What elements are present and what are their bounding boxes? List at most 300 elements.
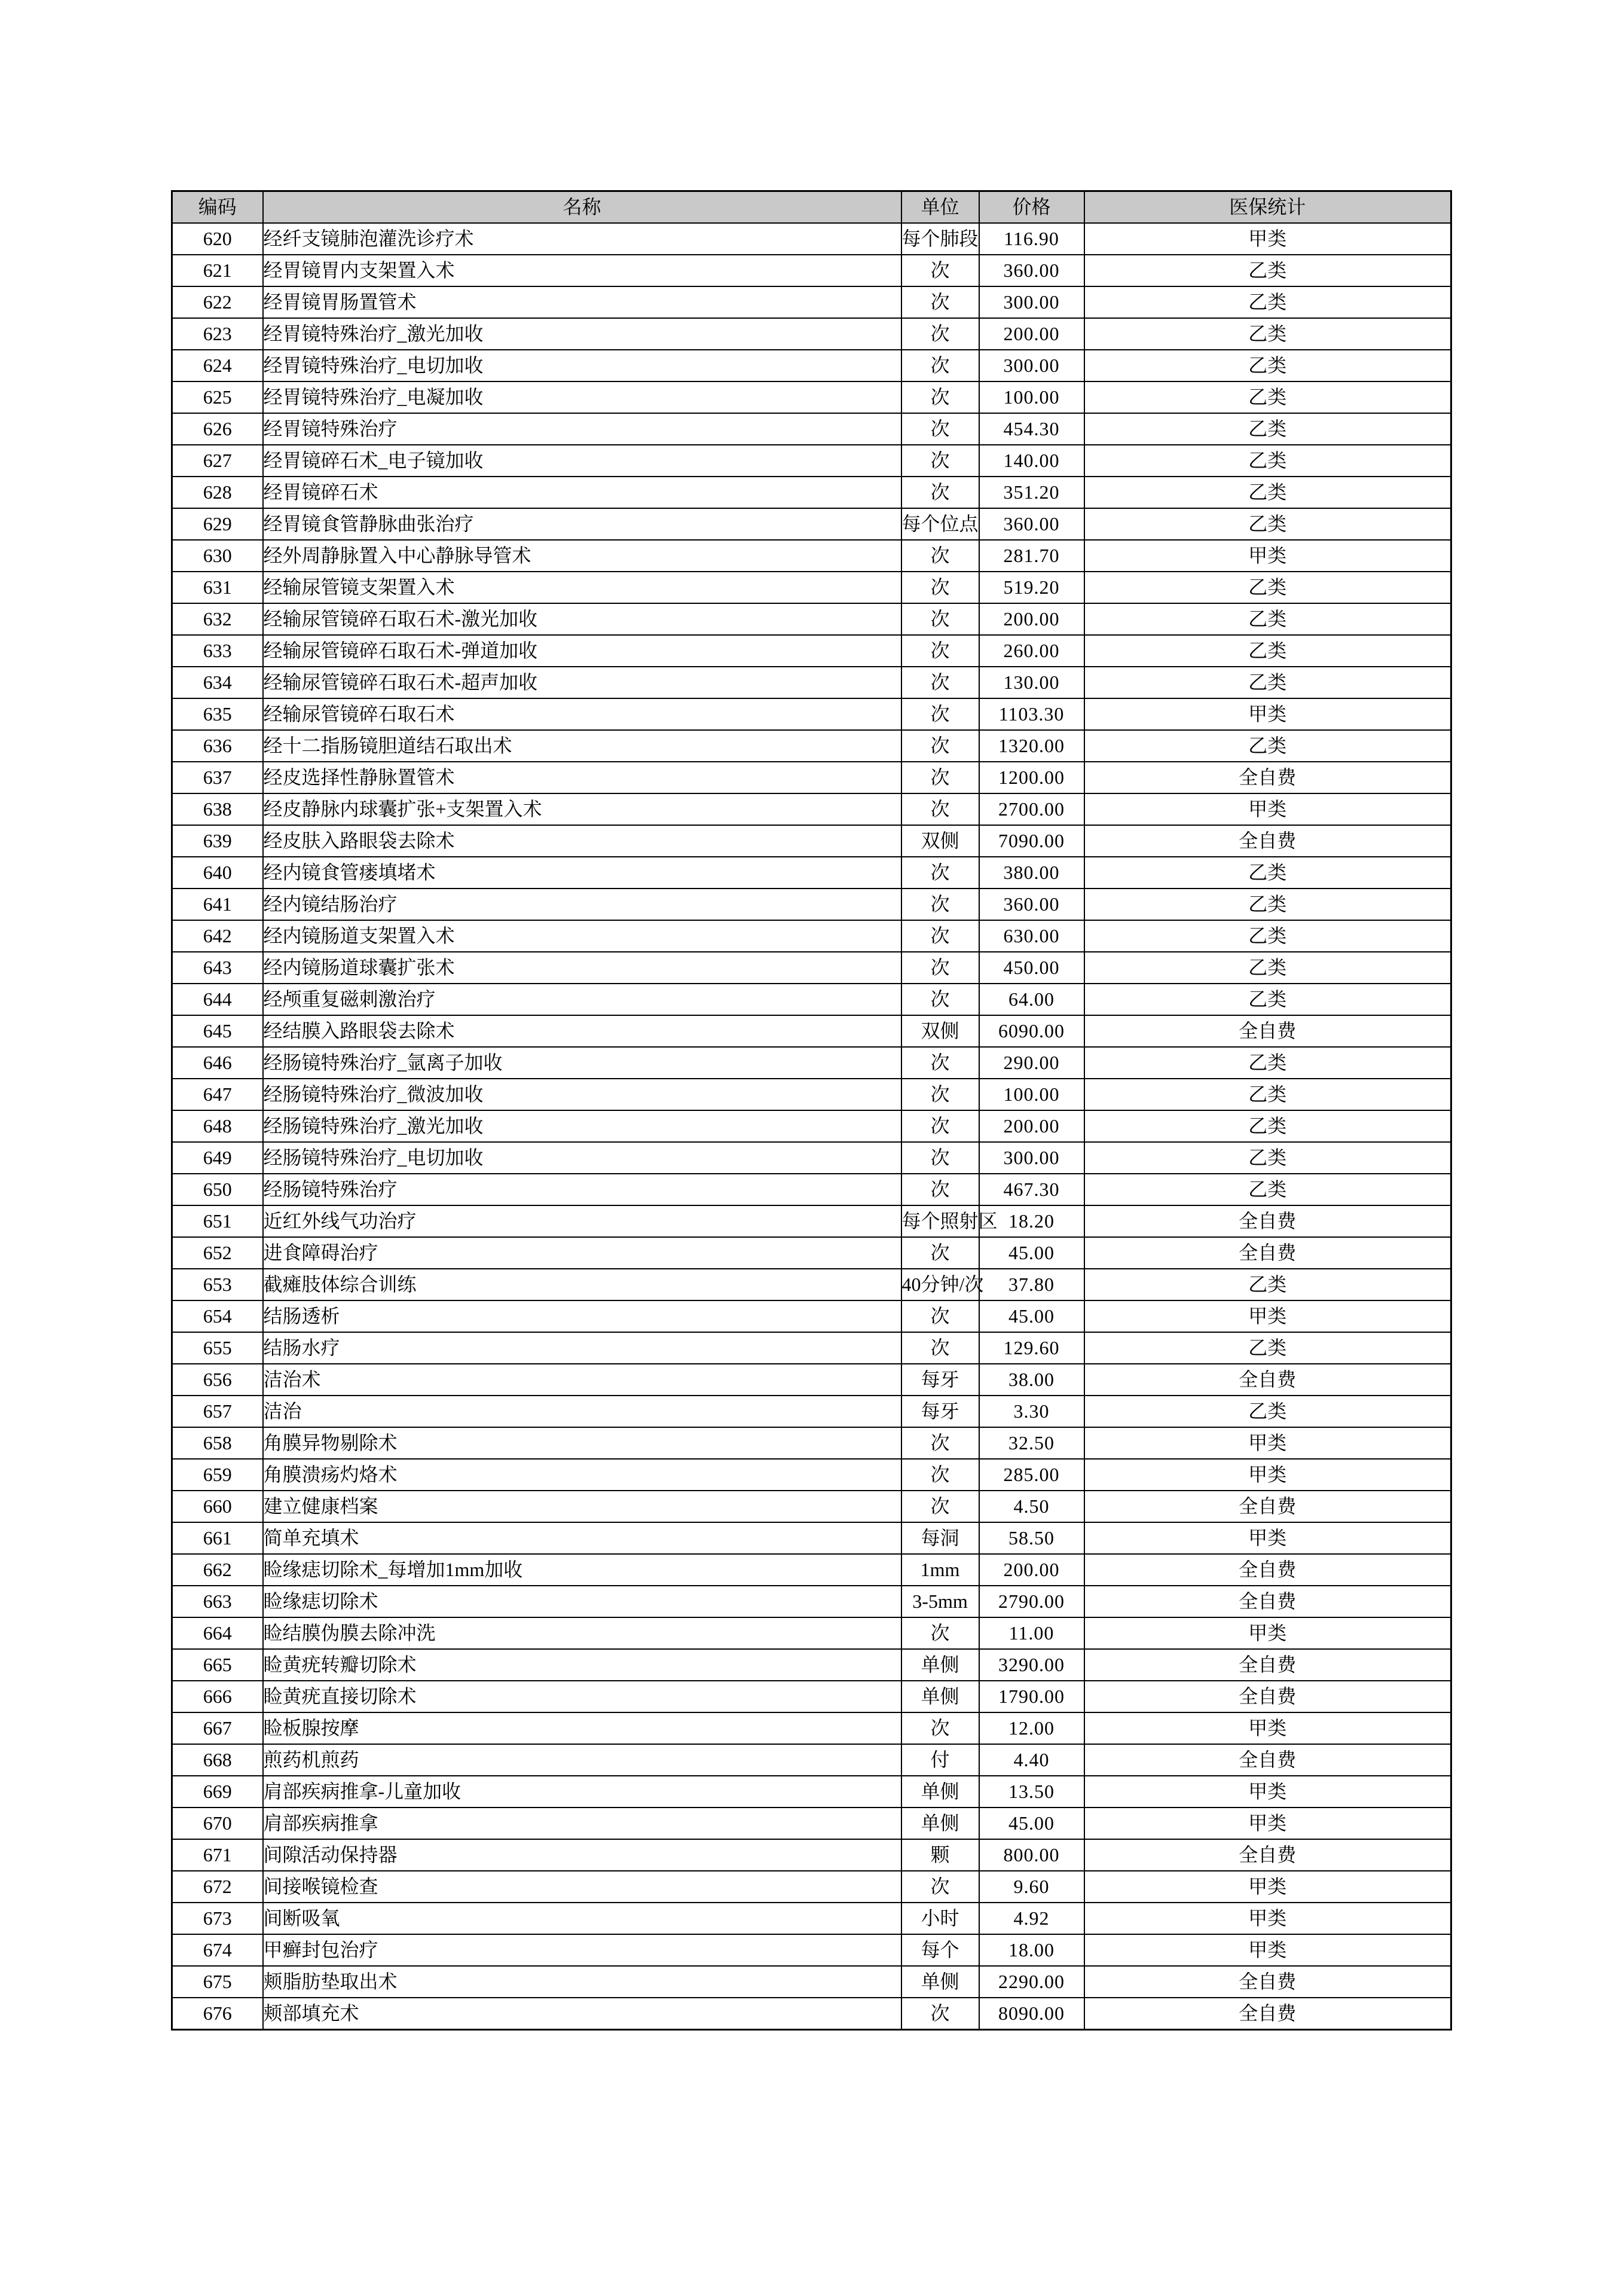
table-cell-name: 经肠镜特殊治疗_电切加收 <box>263 1142 901 1174</box>
table-row <box>172 1586 1451 1617</box>
table-cell-code: 644 <box>172 984 263 1015</box>
table-cell-unit: 单侧 <box>901 1808 979 1839</box>
table-cell-price: 100.00 <box>979 381 1084 413</box>
table-cell-name: 肩部疾病推拿-儿童加收 <box>263 1776 901 1808</box>
table-cell-name: 甲癣封包治疗 <box>263 1934 901 1966</box>
table-cell-unit: 单侧 <box>901 1776 979 1808</box>
table-row <box>172 1269 1451 1300</box>
table-row <box>172 1047 1451 1079</box>
table-cell-insurance: 乙类 <box>1084 572 1451 603</box>
table-cell-code: 660 <box>172 1491 263 1522</box>
table-cell-insurance: 甲类 <box>1084 698 1451 730</box>
table-row <box>172 603 1451 635</box>
table-cell-price: 8090.00 <box>979 1998 1084 2030</box>
table-cell-code: 641 <box>172 889 263 920</box>
table-cell-insurance: 全自费 <box>1084 1681 1451 1712</box>
table-row <box>172 952 1451 984</box>
table-cell-price: 116.90 <box>979 223 1084 255</box>
table-row <box>172 286 1451 318</box>
table-row <box>172 1142 1451 1174</box>
table-cell-price: 13.50 <box>979 1776 1084 1808</box>
table-row <box>172 793 1451 825</box>
table-cell-unit: 颗 <box>901 1839 979 1871</box>
table-row <box>172 920 1451 952</box>
table-cell-price: 200.00 <box>979 603 1084 635</box>
table-cell-unit: 次 <box>901 889 979 920</box>
table-cell-unit: 单侧 <box>901 1966 979 1998</box>
table-row <box>172 1332 1451 1364</box>
table-cell-unit: 次 <box>901 920 979 952</box>
table-cell-unit: 次 <box>901 1871 979 1903</box>
table-cell-code: 672 <box>172 1871 263 1903</box>
table-cell-name: 颊部填充术 <box>263 1998 901 2030</box>
table-cell-unit: 次 <box>901 1617 979 1649</box>
table-cell-unit: 单侧 <box>901 1681 979 1712</box>
table-cell-price: 4.92 <box>979 1903 1084 1934</box>
table-row <box>172 445 1451 477</box>
table-cell-price: 360.00 <box>979 255 1084 286</box>
table-cell-price: 45.00 <box>979 1237 1084 1269</box>
table-cell-unit: 双侧 <box>901 1015 979 1047</box>
table-cell-code: 642 <box>172 920 263 952</box>
table-cell-price: 32.50 <box>979 1427 1084 1459</box>
table-cell-name: 经输尿管镜碎石取石术-弹道加收 <box>263 635 901 667</box>
table-row <box>172 477 1451 508</box>
table-cell-price: 130.00 <box>979 667 1084 698</box>
table-cell-code: 665 <box>172 1649 263 1681</box>
table-cell-insurance: 乙类 <box>1084 1047 1451 1079</box>
table-cell-insurance: 乙类 <box>1084 1142 1451 1174</box>
table-cell-price: 3290.00 <box>979 1649 1084 1681</box>
table-cell-code: 671 <box>172 1839 263 1871</box>
table-cell-unit: 次 <box>901 286 979 318</box>
table-row <box>172 508 1451 540</box>
table-cell-insurance: 乙类 <box>1084 857 1451 889</box>
table-cell-price: 2290.00 <box>979 1966 1084 1998</box>
table-body <box>172 223 1451 2030</box>
table-row <box>172 1491 1451 1522</box>
table-cell-name: 间断吸氧 <box>263 1903 901 1934</box>
table-cell-insurance: 甲类 <box>1084 1617 1451 1649</box>
table-cell-name: 经胃镜食管静脉曲张治疗 <box>263 508 901 540</box>
table-cell-insurance: 甲类 <box>1084 1776 1451 1808</box>
table-cell-price: 1790.00 <box>979 1681 1084 1712</box>
table-cell-name: 结肠水疗 <box>263 1332 901 1364</box>
table-cell-code: 661 <box>172 1522 263 1554</box>
table-cell-price: 140.00 <box>979 445 1084 477</box>
table-cell-unit: 次 <box>901 1712 979 1744</box>
table-cell-code: 647 <box>172 1079 263 1110</box>
table-cell-insurance: 全自费 <box>1084 1237 1451 1269</box>
table-row <box>172 762 1451 793</box>
table-cell-price: 64.00 <box>979 984 1084 1015</box>
table-cell-code: 631 <box>172 572 263 603</box>
table-cell-insurance: 乙类 <box>1084 350 1451 381</box>
table-cell-name: 经输尿管镜碎石取石术 <box>263 698 901 730</box>
table-cell-insurance: 全自费 <box>1084 1744 1451 1776</box>
table-row <box>172 1079 1451 1110</box>
table-cell-name: 角膜异物剔除术 <box>263 1427 901 1459</box>
table-cell-unit: 次 <box>901 1047 979 1079</box>
table-cell-name: 肩部疾病推拿 <box>263 1808 901 1839</box>
table-cell-insurance: 乙类 <box>1084 730 1451 762</box>
table-cell-unit: 次 <box>901 793 979 825</box>
table-row <box>172 1871 1451 1903</box>
table-cell-price: 3.30 <box>979 1396 1084 1427</box>
table-cell-code: 657 <box>172 1396 263 1427</box>
table-cell-unit: 3-5mm <box>901 1586 979 1617</box>
table-cell-code: 621 <box>172 255 263 286</box>
table-row <box>172 698 1451 730</box>
table-cell-price: 450.00 <box>979 952 1084 984</box>
table-cell-insurance: 全自费 <box>1084 1998 1451 2030</box>
table-cell-price: 200.00 <box>979 318 1084 350</box>
column-header-insurance: 医保统计 <box>1084 191 1451 224</box>
table-cell-insurance: 全自费 <box>1084 1205 1451 1237</box>
table-cell-name: 睑缘痣切除术 <box>263 1586 901 1617</box>
table-cell-name: 经肠镜特殊治疗_氩离子加收 <box>263 1047 901 1079</box>
table-row <box>172 413 1451 445</box>
table-row <box>172 1808 1451 1839</box>
table-cell-price: 12.00 <box>979 1712 1084 1744</box>
table-cell-insurance: 乙类 <box>1084 477 1451 508</box>
table-cell-unit: 次 <box>901 1079 979 1110</box>
table-cell-price: 9.60 <box>979 1871 1084 1903</box>
table-cell-unit: 次 <box>901 603 979 635</box>
table-cell-unit: 每个 <box>901 1934 979 1966</box>
table-cell-insurance: 乙类 <box>1084 1174 1451 1205</box>
table-cell-code: 623 <box>172 318 263 350</box>
table-cell-price: 37.80 <box>979 1269 1084 1300</box>
table-cell-name: 角膜溃疡灼烙术 <box>263 1459 901 1491</box>
table-cell-insurance: 甲类 <box>1084 1934 1451 1966</box>
table-row <box>172 730 1451 762</box>
table-cell-name: 睑板腺按摩 <box>263 1712 901 1744</box>
table-cell-code: 637 <box>172 762 263 793</box>
table-cell-code: 653 <box>172 1269 263 1300</box>
table-cell-code: 635 <box>172 698 263 730</box>
table-row <box>172 1903 1451 1934</box>
table-cell-name: 经胃镜碎石术_电子镜加收 <box>263 445 901 477</box>
table-cell-name: 经内镜结肠治疗 <box>263 889 901 920</box>
table-row <box>172 318 1451 350</box>
table-cell-code: 633 <box>172 635 263 667</box>
table-cell-price: 58.50 <box>979 1522 1084 1554</box>
table-cell-insurance: 乙类 <box>1084 1332 1451 1364</box>
table-cell-insurance: 乙类 <box>1084 413 1451 445</box>
table-cell-name: 简单充填术 <box>263 1522 901 1554</box>
table-cell-unit: 次 <box>901 1427 979 1459</box>
table-row <box>172 889 1451 920</box>
table-row <box>172 1396 1451 1427</box>
table-cell-code: 675 <box>172 1966 263 1998</box>
table-cell-unit: 每牙 <box>901 1364 979 1396</box>
table-cell-insurance: 甲类 <box>1084 1712 1451 1744</box>
table-cell-price: 1103.30 <box>979 698 1084 730</box>
table-row <box>172 1174 1451 1205</box>
table-cell-code: 669 <box>172 1776 263 1808</box>
table-cell-price: 1200.00 <box>979 762 1084 793</box>
table-cell-price: 18.20 <box>979 1205 1084 1237</box>
table-cell-unit: 次 <box>901 1300 979 1332</box>
table-cell-code: 624 <box>172 350 263 381</box>
table-cell-price: 360.00 <box>979 508 1084 540</box>
medical-price-table <box>171 190 1452 2031</box>
table-cell-price: 4.40 <box>979 1744 1084 1776</box>
table-cell-unit: 次 <box>901 350 979 381</box>
table-cell-unit: 次 <box>901 762 979 793</box>
table-cell-insurance: 甲类 <box>1084 1427 1451 1459</box>
table-cell-unit: 付 <box>901 1744 979 1776</box>
table-cell-unit: 每个照射区 <box>901 1205 979 1237</box>
table-cell-code: 634 <box>172 667 263 698</box>
table-cell-name: 睑缘痣切除术_每增加1mm加收 <box>263 1554 901 1586</box>
table-row <box>172 1522 1451 1554</box>
table-cell-price: 38.00 <box>979 1364 1084 1396</box>
table-cell-name: 截瘫肢体综合训练 <box>263 1269 901 1300</box>
table-cell-name: 经内镜食管瘘填堵术 <box>263 857 901 889</box>
table-cell-insurance: 甲类 <box>1084 1871 1451 1903</box>
table-cell-code: 638 <box>172 793 263 825</box>
table-cell-unit: 次 <box>901 1174 979 1205</box>
table-cell-name: 结肠透析 <box>263 1300 901 1332</box>
table-cell-insurance: 全自费 <box>1084 762 1451 793</box>
table-cell-price: 4.50 <box>979 1491 1084 1522</box>
table-cell-code: 652 <box>172 1237 263 1269</box>
table-cell-code: 646 <box>172 1047 263 1079</box>
table-cell-code: 628 <box>172 477 263 508</box>
table-cell-insurance: 甲类 <box>1084 793 1451 825</box>
table-cell-code: 676 <box>172 1998 263 2030</box>
table-cell-insurance: 甲类 <box>1084 1808 1451 1839</box>
column-header-unit: 单位 <box>901 191 979 224</box>
table-cell-insurance: 乙类 <box>1084 1079 1451 1110</box>
table-cell-code: 664 <box>172 1617 263 1649</box>
table-cell-code: 673 <box>172 1903 263 1934</box>
table-cell-name: 经内镜肠道支架置入术 <box>263 920 901 952</box>
table-cell-name: 经胃镜特殊治疗_电凝加收 <box>263 381 901 413</box>
table-cell-insurance: 全自费 <box>1084 1586 1451 1617</box>
table-cell-price: 18.00 <box>979 1934 1084 1966</box>
table-cell-insurance: 乙类 <box>1084 1110 1451 1142</box>
table-row <box>172 635 1451 667</box>
column-header-price: 价格 <box>979 191 1084 224</box>
table-cell-price: 380.00 <box>979 857 1084 889</box>
table-row <box>172 825 1451 857</box>
table-cell-code: 643 <box>172 952 263 984</box>
table-cell-insurance: 乙类 <box>1084 952 1451 984</box>
table-cell-code: 632 <box>172 603 263 635</box>
table-cell-name: 经胃镜特殊治疗_激光加收 <box>263 318 901 350</box>
table-cell-name: 间隙活动保持器 <box>263 1839 901 1871</box>
table-cell-price: 519.20 <box>979 572 1084 603</box>
table-cell-code: 658 <box>172 1427 263 1459</box>
table-cell-name: 经皮肤入路眼袋去除术 <box>263 825 901 857</box>
column-header-name: 名称 <box>263 191 901 224</box>
table-cell-insurance: 乙类 <box>1084 667 1451 698</box>
table-cell-unit: 次 <box>901 984 979 1015</box>
table-row <box>172 1617 1451 1649</box>
table-cell-unit: 次 <box>901 318 979 350</box>
table-cell-name: 经输尿管镜碎石取石术-激光加收 <box>263 603 901 635</box>
table-row <box>172 1681 1451 1712</box>
table-cell-code: 627 <box>172 445 263 477</box>
table-cell-code: 662 <box>172 1554 263 1586</box>
table-cell-code: 649 <box>172 1142 263 1174</box>
table-cell-unit: 次 <box>901 730 979 762</box>
table-cell-unit: 次 <box>901 952 979 984</box>
table-cell-code: 629 <box>172 508 263 540</box>
table-cell-insurance: 乙类 <box>1084 920 1451 952</box>
table-cell-code: 656 <box>172 1364 263 1396</box>
table-cell-insurance: 全自费 <box>1084 1554 1451 1586</box>
table-cell-insurance: 乙类 <box>1084 381 1451 413</box>
table-row <box>172 1839 1451 1871</box>
table-cell-unit: 次 <box>901 1237 979 1269</box>
table-cell-insurance: 甲类 <box>1084 223 1451 255</box>
table-header <box>172 191 1451 224</box>
table-row <box>172 1427 1451 1459</box>
table-cell-name: 经外周静脉置入中心静脉导管术 <box>263 540 901 572</box>
table-cell-unit: 次 <box>901 1142 979 1174</box>
table-cell-unit: 次 <box>901 381 979 413</box>
table-cell-price: 45.00 <box>979 1808 1084 1839</box>
table-cell-code: 620 <box>172 223 263 255</box>
table-row <box>172 667 1451 698</box>
table-cell-unit: 单侧 <box>901 1649 979 1681</box>
table-cell-code: 622 <box>172 286 263 318</box>
table-cell-name: 睑黄疣转瓣切除术 <box>263 1649 901 1681</box>
table-row <box>172 1712 1451 1744</box>
table-row <box>172 1998 1451 2030</box>
table-cell-insurance: 乙类 <box>1084 318 1451 350</box>
table-cell-unit: 每洞 <box>901 1522 979 1554</box>
table-cell-code: 666 <box>172 1681 263 1712</box>
table-cell-insurance: 乙类 <box>1084 255 1451 286</box>
table-cell-name: 经输尿管镜支架置入术 <box>263 572 901 603</box>
table-cell-name: 经肠镜特殊治疗_微波加收 <box>263 1079 901 1110</box>
table-row <box>172 255 1451 286</box>
table-cell-unit: 次 <box>901 698 979 730</box>
table-row <box>172 1554 1451 1586</box>
table-cell-price: 360.00 <box>979 889 1084 920</box>
table-cell-name: 煎药机煎药 <box>263 1744 901 1776</box>
table-row <box>172 1300 1451 1332</box>
table-row <box>172 381 1451 413</box>
table-cell-code: 639 <box>172 825 263 857</box>
table-cell-name: 颊脂肪垫取出术 <box>263 1966 901 1998</box>
table-cell-insurance: 全自费 <box>1084 1839 1451 1871</box>
table-cell-insurance: 甲类 <box>1084 540 1451 572</box>
table-cell-unit: 次 <box>901 857 979 889</box>
table-cell-price: 260.00 <box>979 635 1084 667</box>
table-cell-insurance: 乙类 <box>1084 1396 1451 1427</box>
table-cell-insurance: 全自费 <box>1084 825 1451 857</box>
table-cell-price: 300.00 <box>979 350 1084 381</box>
table-cell-name: 经胃镜胃内支架置入术 <box>263 255 901 286</box>
table-cell-name: 经胃镜胃肠置管术 <box>263 286 901 318</box>
table-cell-name: 经皮静脉内球囊扩张+支架置入术 <box>263 793 901 825</box>
table-row <box>172 350 1451 381</box>
table-cell-code: 645 <box>172 1015 263 1047</box>
table-cell-insurance: 乙类 <box>1084 445 1451 477</box>
table-cell-insurance: 全自费 <box>1084 1649 1451 1681</box>
table-cell-unit: 次 <box>901 667 979 698</box>
table-cell-name: 经颅重复磁刺激治疗 <box>263 984 901 1015</box>
table-cell-unit: 次 <box>901 445 979 477</box>
table-cell-unit: 次 <box>901 1998 979 2030</box>
table-cell-insurance: 甲类 <box>1084 1903 1451 1934</box>
table-cell-name: 间接喉镜检查 <box>263 1871 901 1903</box>
table-cell-price: 630.00 <box>979 920 1084 952</box>
table-cell-price: 300.00 <box>979 1142 1084 1174</box>
table-cell-price: 351.20 <box>979 477 1084 508</box>
table-cell-code: 626 <box>172 413 263 445</box>
table-cell-name: 睑黄疣直接切除术 <box>263 1681 901 1712</box>
table-row <box>172 1205 1451 1237</box>
table-row <box>172 857 1451 889</box>
table-cell-insurance: 全自费 <box>1084 1364 1451 1396</box>
table-cell-code: 625 <box>172 381 263 413</box>
table-cell-unit: 1mm <box>901 1554 979 1586</box>
table-cell-name: 洁治术 <box>263 1364 901 1396</box>
table-cell-price: 129.60 <box>979 1332 1084 1364</box>
table-cell-name: 洁治 <box>263 1396 901 1427</box>
table-row <box>172 572 1451 603</box>
table-cell-unit: 次 <box>901 572 979 603</box>
table-cell-insurance: 乙类 <box>1084 508 1451 540</box>
table-cell-price: 300.00 <box>979 286 1084 318</box>
table-cell-unit: 次 <box>901 1491 979 1522</box>
table-cell-insurance: 乙类 <box>1084 603 1451 635</box>
table-cell-code: 655 <box>172 1332 263 1364</box>
table-cell-unit: 每个肺段 <box>901 223 979 255</box>
table-cell-unit: 次 <box>901 477 979 508</box>
table-row <box>172 1934 1451 1966</box>
table-cell-price: 2700.00 <box>979 793 1084 825</box>
table-cell-price: 281.70 <box>979 540 1084 572</box>
table-row <box>172 1459 1451 1491</box>
table-cell-insurance: 全自费 <box>1084 1491 1451 1522</box>
table-row <box>172 1776 1451 1808</box>
table-cell-code: 667 <box>172 1712 263 1744</box>
table-row <box>172 540 1451 572</box>
table-cell-code: 668 <box>172 1744 263 1776</box>
table-cell-name: 经胃镜特殊治疗_电切加收 <box>263 350 901 381</box>
table-row <box>172 1015 1451 1047</box>
table-cell-name: 经十二指肠镜胆道结石取出术 <box>263 730 901 762</box>
table-cell-code: 636 <box>172 730 263 762</box>
table-cell-insurance: 乙类 <box>1084 286 1451 318</box>
table-cell-insurance: 乙类 <box>1084 635 1451 667</box>
table-cell-code: 630 <box>172 540 263 572</box>
table-cell-code: 651 <box>172 1205 263 1237</box>
table-cell-code: 648 <box>172 1110 263 1142</box>
table-cell-unit: 小时 <box>901 1903 979 1934</box>
table-cell-code: 674 <box>172 1934 263 1966</box>
table-cell-code: 659 <box>172 1459 263 1491</box>
table-cell-name: 经肠镜特殊治疗 <box>263 1174 901 1205</box>
table-cell-name: 经肠镜特殊治疗_激光加收 <box>263 1110 901 1142</box>
table-cell-unit: 次 <box>901 1110 979 1142</box>
table-cell-code: 670 <box>172 1808 263 1839</box>
table-cell-code: 650 <box>172 1174 263 1205</box>
table-cell-code: 663 <box>172 1586 263 1617</box>
table-cell-unit: 次 <box>901 413 979 445</box>
header-row <box>172 191 1451 224</box>
table-cell-price: 285.00 <box>979 1459 1084 1491</box>
table-cell-unit: 每牙 <box>901 1396 979 1427</box>
